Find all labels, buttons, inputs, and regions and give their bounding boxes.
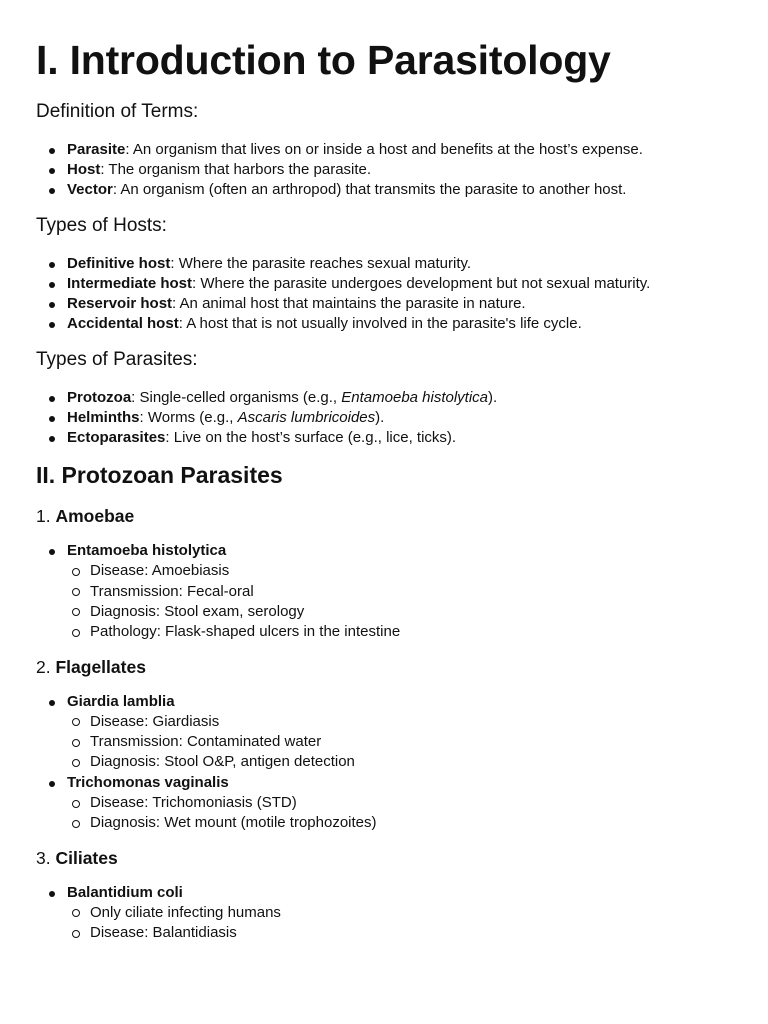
term-description: : An animal host that maintains the parasite in nature. [172,295,526,313]
subsection-heading [36,848,732,869]
organism-details [67,712,732,773]
subsection-name: Ciliates [55,847,118,868]
list-item [67,294,732,314]
organism-item [67,883,732,944]
example-species: Ascaris lumbricoides [237,408,376,426]
organism-item [67,692,732,773]
term-label: Protozoa [67,388,132,406]
definitions-list [36,140,732,201]
detail-item: Diagnosis: Stool O&P, antigen detection [90,752,732,772]
detail-item: Transmission: Fecal-oral [90,582,732,602]
list-item [67,274,732,294]
term-label: Parasite [67,140,126,158]
term-description: : An organism (often an arthropod) that transmits the parasite to another host. [112,181,627,199]
term-label: Ectoparasites [67,429,166,447]
detail-item: Disease: Balantidiasis [90,923,732,943]
organism-details [67,561,732,642]
list-item [67,388,732,408]
list-item [67,314,732,334]
term-description: : Where the parasite reaches sexual maturity. [170,254,472,272]
organism-list [36,883,732,944]
organism-item [67,541,732,642]
detail-item: Only ciliate infecting humans [90,903,732,923]
detail-item: Diagnosis: Stool exam, serology [90,602,732,622]
term-label: Reservoir host [67,295,173,313]
detail-item: Disease: Giardiasis [90,712,732,732]
section-title: II. Protozoan Parasites [36,462,283,489]
term-description-end: ). [488,388,498,406]
subsection-heading [36,657,732,678]
term-label: Definitive host [67,254,171,272]
detail-item: Disease: Amoebiasis [90,561,732,581]
parasites-heading: Types of Parasites: [36,348,198,370]
definitions-heading: Definition of Terms: [36,101,199,123]
organism-list [36,541,732,642]
term-description: : Live on the host’s surface (e.g., lice, ticks). [165,429,457,447]
term-label: Helminths [67,408,140,426]
organism-name: Balantidium coli [67,883,183,901]
term-description: : Where the parasite undergoes development but not sexual maturity. [192,274,651,292]
term-description: : A host that is not usually involved in the parasite's life cycle. [178,315,582,333]
detail-item: Disease: Trichomoniasis (STD) [90,793,732,813]
subsection-name: Flagellates [55,656,146,677]
list-item [67,254,732,274]
organism-list [36,692,732,834]
term-description: : The organism that harbors the parasite. [100,161,372,179]
organism-item [67,773,732,834]
list-item [67,180,732,200]
term-label: Accidental host [67,315,179,333]
example-species: Entamoeba histolytica [341,388,489,406]
term-description: : Single-celled organisms (e.g., [131,388,342,406]
parasites-list [36,388,732,449]
list-item [67,160,732,180]
subsection-name: Amoebae [55,506,135,527]
term-description: : Worms (e.g., [139,408,238,426]
detail-item: Pathology: Flask-shaped ulcers in the intestine [90,622,732,642]
subsection-number: 1. [36,506,56,527]
term-label: Intermediate host [67,274,193,292]
term-description: : An organism that lives on or inside a host and benefits at the host’s expense. [125,140,643,158]
list-item [67,408,732,428]
organism-details [67,903,732,944]
hosts-list [36,254,732,335]
organism-name: Giardia lamblia [67,692,175,710]
subsection-number: 2. [36,656,56,677]
detail-item: Diagnosis: Wet mount (motile trophozoites) [90,813,732,833]
list-item [67,428,732,448]
term-label: Vector [67,181,113,199]
organism-name: Trichomonas vaginalis [67,773,229,791]
hosts-heading: Types of Hosts: [36,214,167,236]
page-title: I. Introduction to Parasitology [36,37,611,83]
subsection-number: 3. [36,847,56,868]
organism-details [67,793,732,834]
detail-item: Transmission: Contaminated water [90,732,732,752]
term-label: Host [67,161,101,179]
organism-name: Entamoeba histolytica [67,542,227,560]
term-description-end: ). [375,408,385,426]
list-item [67,140,732,160]
subsection-heading [36,506,732,527]
